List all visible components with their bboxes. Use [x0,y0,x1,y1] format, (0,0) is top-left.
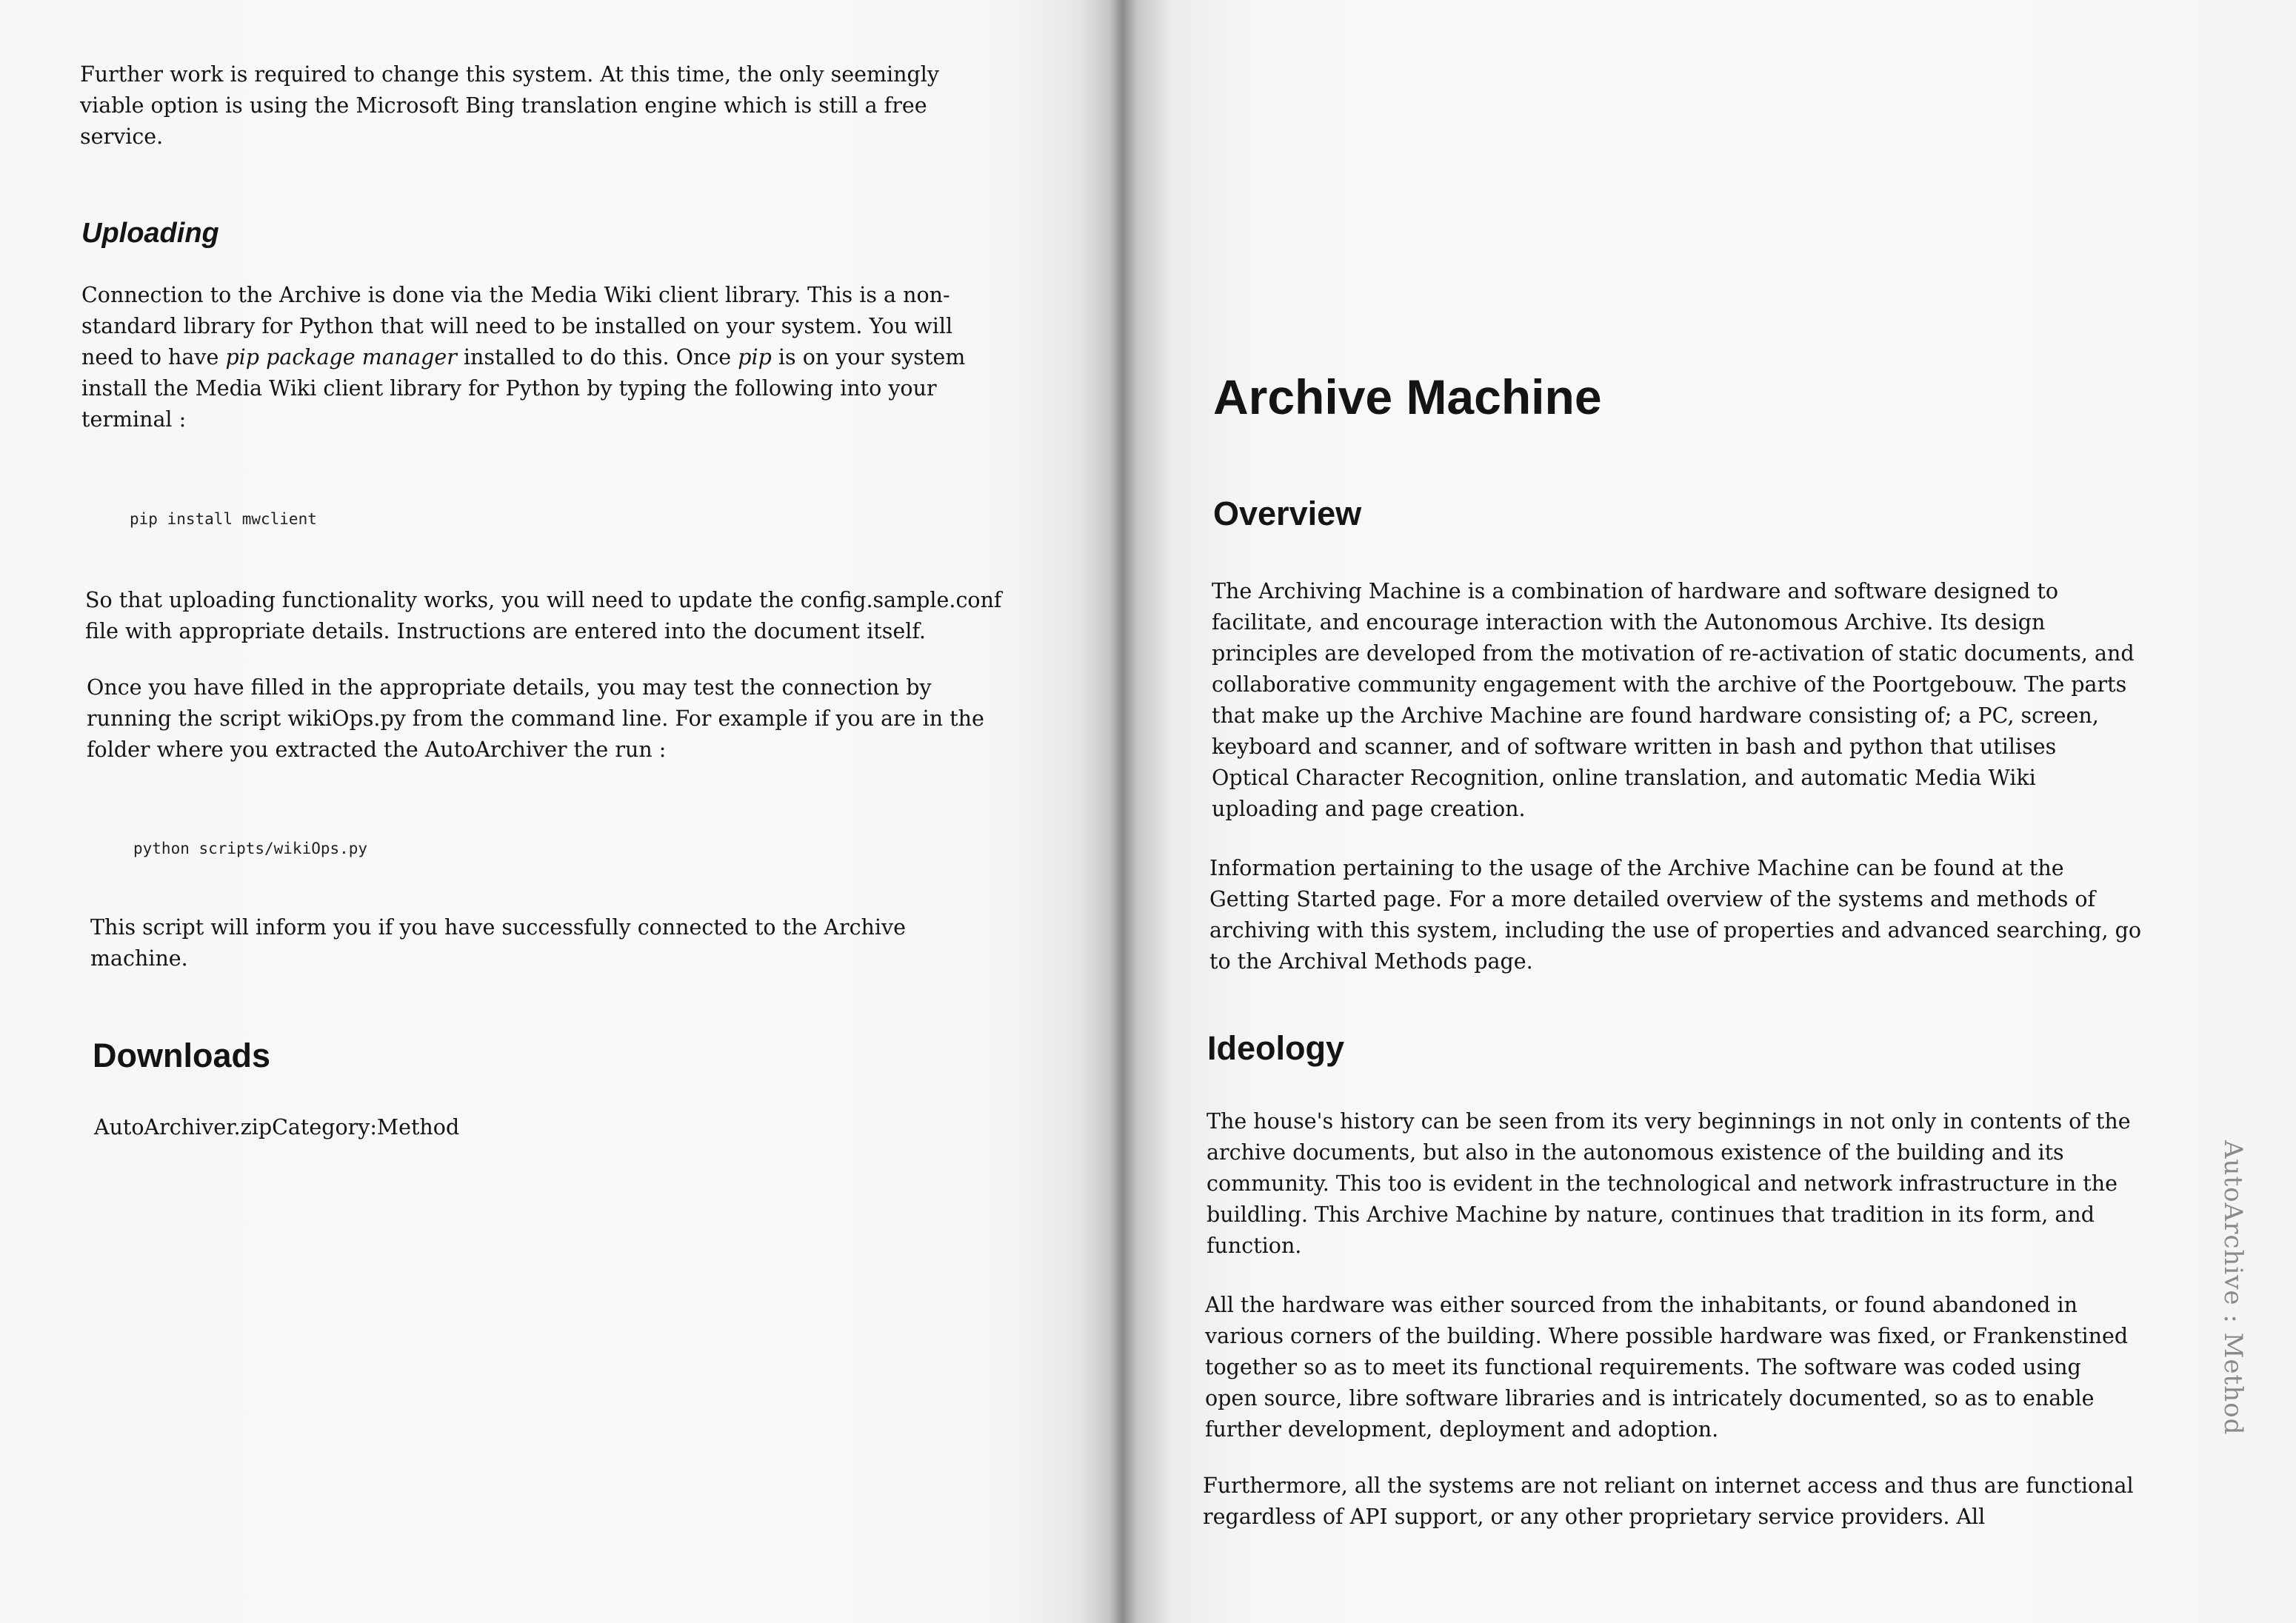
overview-paragraph-2: Information pertaining to the usage of the Archive Machine can be found at the Getting Started page. For a more detailed overview of the systems and methods of archiving with this system, including the use of properties and advanced searching, go to the Archival Methods page. [1209,856,2142,974]
pip-package-manager-term: pip package manager [225,345,457,369]
ideology-paragraph-1: The house's history can be seen from its very beginnings in not only in contents of the archive documents, but also in the autonomous existence of the building and its community. This too is evident in the technological and network infrastructure in the buildling. This Archive Machine by nature, continues that tradition in its form, and function. [1207,1109,2131,1258]
downloads-heading: Downloads [93,1037,271,1074]
ideology-heading: Ideology [1207,1029,1345,1067]
uploading-text-c: is on your system install the Media Wiki client library for Python by typing the following into your terminal : [81,345,966,432]
left-page [0,0,1096,1623]
uploading-text-b: installed to do this. Once [456,345,738,369]
pip-term: pip [738,345,772,369]
intro-paragraph: Further work is required to change this system. At this time, the only seemingly viable option is using the Microsoft Bing translation engine which is still a free service. [80,62,939,149]
side-label: AutoArchive : Method [2218,1140,2248,1436]
test-command: python scripts/wikiOps.py [133,840,368,857]
overview-heading: Overview [1213,495,1362,532]
ideology-paragraph-2: All the hardware was either sourced from the inhabitants, or found abandoned in various corners of the building. Where possible hardware was fixed, or Frankenstined together so as to meet its functional requirements. The software was coded using open source, libre software libraries and is intricately documented, so as to enable further development, deployment and adoption. [1205,1293,2129,1442]
uploading-text-a: Connection to the Archive is done via the Media Wiki client library. This is a non-standard library for Python that will need to be installed on your system. You will need to have [81,283,953,369]
download-link[interactable]: AutoArchiver.zipCategory:Method [94,1115,460,1140]
right-page [1126,0,2296,1623]
page-title: Archive Machine [1213,369,1602,424]
ideology-paragraph-3: Furthermore, all the systems are not reliant on internet access and thus are functional regardless of API support, or any other proprietary service providers. All [1203,1473,2134,1529]
overview-paragraph-1: The Archiving Machine is a combination of hardware and software designed to facilitate, and encourage interaction with the Autonomous Archive. Its design principles are developed from the motivation of re-activation of static documents, and collaborative community engagement with the archive of the Poortgebouw. The parts that make up the Archive Machine are found hardware consisting of; a PC, screen, keyboard and scanner, and of software written in bash and python that utilises Optical Character Recognition, online translation, and automatic Media Wiki uploading and page creation. [1212,579,2135,821]
uploading-heading: Uploading [81,218,219,249]
uploading-paragraph-3: Once you have filled in the appropriate details, you may test the connection by running the script wikiOps.py from the command line. For example if you are in the folder where you extracted the AutoArchiver the run : [87,675,984,762]
install-command: pip install mwclient [130,510,317,528]
side-running-title [2218,1140,2263,1451]
uploading-paragraph-2: So that uploading functionality works, you will need to update the config.sample.conf file with appropriate details. Instructions are entered into the document itself. [85,588,1002,643]
uploading-paragraph-1 [81,280,970,435]
uploading-paragraph-4: This script will inform you if you have successfully connected to the Archive machine. [90,915,906,971]
